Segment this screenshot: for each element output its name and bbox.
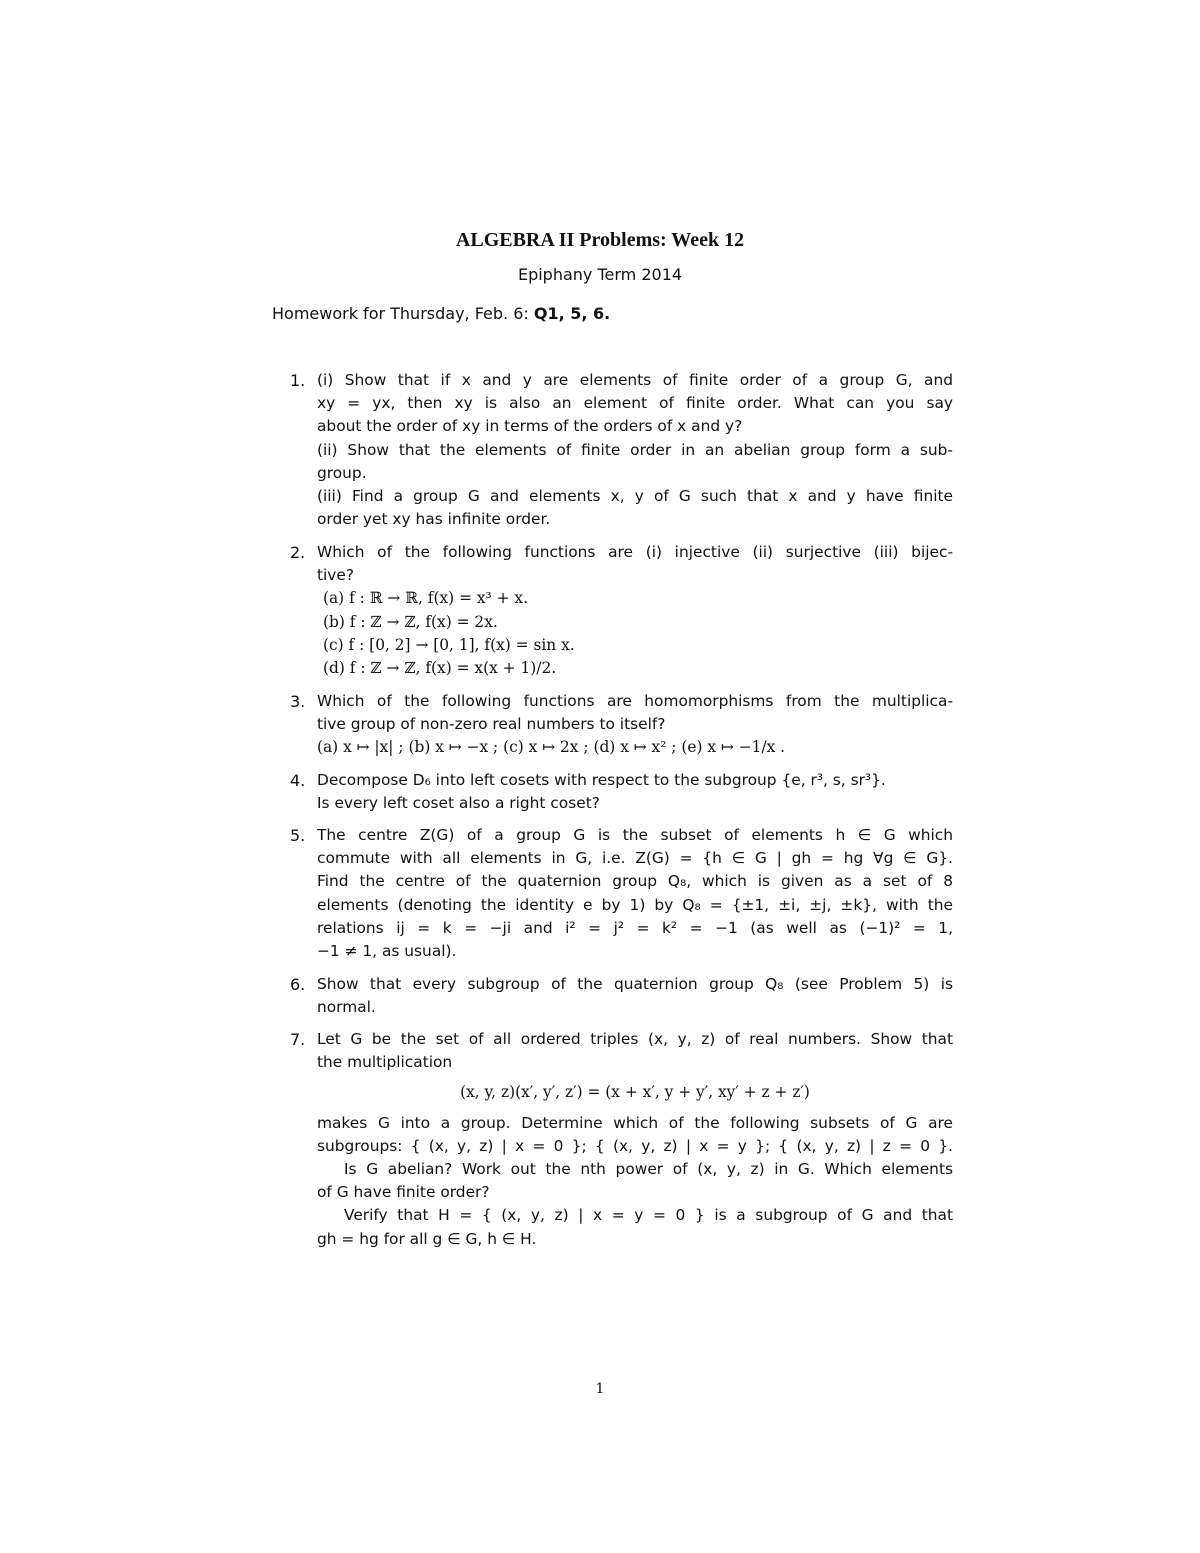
problem-item: (a) f : ℝ → ℝ, f(x) = x³ + x. xyxy=(323,589,528,608)
page-title: ALGEBRA II Problems: Week 12 xyxy=(455,229,745,251)
problem-3 xyxy=(290,690,953,760)
page-subtitle: Epiphany Term 2014 xyxy=(517,265,683,284)
problem-line: Which of the following functions are (i) injective (ii) surjective (iii) bijec- xyxy=(317,543,953,561)
problem-line: (a) x ↦ |x| ; (b) x ↦ −x ; (c) x ↦ 2x ; (d) x ↦ x² ; (e) x ↦ −1/x . xyxy=(317,738,786,757)
problem-item: (d) f : ℤ → ℤ, f(x) = x(x + 1)/2. xyxy=(323,659,557,678)
problem-line: normal. xyxy=(317,998,376,1017)
problem-line: tive? xyxy=(317,566,355,585)
problem-line: Decompose D₆ into left cosets with respect to the subgroup {e, r³, s, sr³}. xyxy=(317,771,886,789)
problem-4 xyxy=(290,769,953,815)
problem-line: (ii) Show that the elements of finite order in an abelian group form a sub- xyxy=(317,440,953,459)
problem-item: (b) f : ℤ → ℤ, f(x) = 2x. xyxy=(323,612,498,631)
homework-questions: Q1, 5, 6. xyxy=(533,304,611,323)
problem-line: (i) Show that if x and y are elements of finite order of a group G, and xyxy=(317,371,953,389)
problem-line: about the order of xy in terms of the orders of x and y? xyxy=(317,417,743,436)
problem-number: 5. xyxy=(290,826,306,845)
problem-item: (c) f : [0, 2] → [0, 1], f(x) = sin x. xyxy=(323,635,575,654)
problem-line: xy = yx, then xy is also an element of finite order. What can you say xyxy=(317,394,953,413)
problem-number: 2. xyxy=(290,543,306,562)
problem-line: Is every left coset also a right coset? xyxy=(317,794,600,813)
problem-line: tive group of non-zero real numbers to itself? xyxy=(317,715,666,734)
problem-line: order yet xy has infinite order. xyxy=(317,510,551,529)
problem-line: commute with all elements in G, i.e. Z(G) = {h ∈ G | gh = hg ∀g ∈ G}. xyxy=(317,849,953,868)
problem-number: 1. xyxy=(290,371,306,390)
problem-line: Find the centre of the quaternion group Q₈, which is given as a set of 8 xyxy=(317,872,953,891)
problem-line: (iii) Find a group G and elements x, y of G such that x and y have finite xyxy=(317,487,953,506)
problem-line: Verify that H = { (x, y, z) | x = y = 0 } is a subgroup of G and that xyxy=(344,1206,953,1225)
problem-line: Let G be the set of all ordered triples (x, y, z) of real numbers. Show that xyxy=(317,1030,953,1048)
problem-6 xyxy=(290,973,953,1019)
homework-prefix: Homework for Thursday, Feb. 6: xyxy=(272,304,534,323)
problem-1 xyxy=(290,369,953,531)
problem-line: subgroups: { (x, y, z) | x = 0 }; { (x, y, z) | x = y }; { (x, y, z) | z = 0 }. xyxy=(317,1136,953,1155)
problem-line: the multiplication xyxy=(317,1053,453,1072)
problem-2 xyxy=(290,541,953,680)
problem-7 xyxy=(290,1028,953,1251)
problem-line: gh = hg for all g ∈ G, h ∈ H. xyxy=(317,1229,537,1248)
problem-number: 7. xyxy=(290,1030,306,1049)
problem-number: 6. xyxy=(290,975,306,994)
problem-line: of G have finite order? xyxy=(317,1183,490,1202)
problem-line: −1 ≠ 1, as usual). xyxy=(317,942,457,961)
problem-number: 3. xyxy=(290,692,306,711)
homework-line xyxy=(272,304,610,323)
problem-line: group. xyxy=(317,463,367,482)
problem-line: Is G abelian? Work out the nth power of (x, y, z) in G. Which elements xyxy=(344,1160,953,1179)
problem-line: The centre Z(G) of a group G is the subset of elements h ∈ G which xyxy=(317,826,953,844)
problem-line: Show that every subgroup of the quaternion group Q₈ (see Problem 5) is xyxy=(317,975,953,993)
display-equation: (x, y, z)(x′, y′, z′) = (x + x′, y + y′, xy′ + z + z′) xyxy=(460,1083,810,1102)
problem-5 xyxy=(290,824,953,963)
problem-line: Which of the following functions are homomorphisms from the multiplica- xyxy=(317,692,953,710)
problem-line: relations ij = k = −ji and i² = j² = k² = −1 (as well as (−1)² = 1, xyxy=(317,918,953,937)
problem-line: makes G into a group. Determine which of the following subsets of G are xyxy=(317,1113,953,1132)
problem-line: elements (denoting the identity e by 1) by Q₈ = {±1, ±i, ±j, ±k}, with the xyxy=(317,895,953,914)
page-number: 1 xyxy=(595,1381,605,1397)
problem-number: 4. xyxy=(290,771,306,790)
